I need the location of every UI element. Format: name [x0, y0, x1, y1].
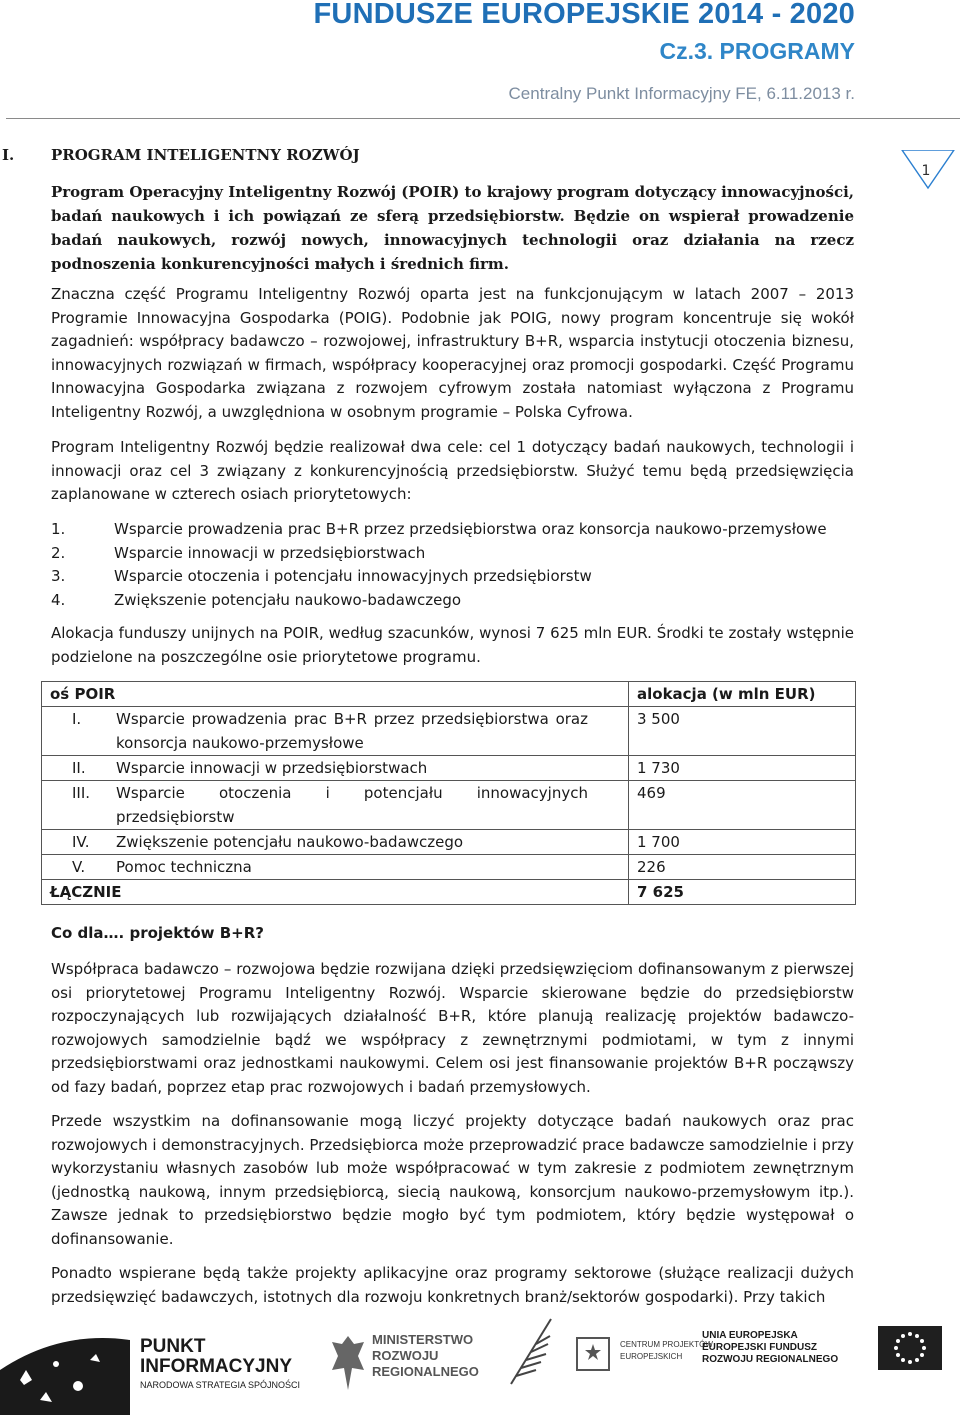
list-item-text: Zwiększenie potencjału naukowo-badawczego	[114, 590, 462, 609]
list-item	[51, 589, 871, 613]
footer-logos	[0, 1330, 960, 1415]
page-number: 1	[921, 163, 931, 179]
allocation-table	[41, 681, 856, 905]
axis-roman: II.	[72, 759, 86, 777]
list-item-number: 3.	[51, 567, 66, 585]
table-cell-axis	[42, 707, 629, 756]
axis-roman: V.	[72, 858, 86, 876]
cpe-logo-line2: EUROPEJSKICH	[620, 1352, 683, 1361]
cpe-logo-line1: CENTRUM PROJEKTÓW	[620, 1340, 713, 1349]
axis-roman: I.	[72, 710, 82, 728]
axis-roman: III.	[72, 784, 91, 802]
ministry-logo-line2: ROZWOJU	[372, 1348, 439, 1363]
paragraph-3: Alokacja funduszy unijnych na POIR, według szacunków, wynosi 7 625 mln EUR. Środki te zostały wstępnie podzielone na poszczególne osie priorytetowe programu.	[51, 624, 854, 666]
table-total-row	[42, 880, 856, 905]
punkt-logo-line1: PUNKT	[140, 1336, 206, 1357]
table-total-value: 7 625	[629, 880, 856, 905]
section-number: I.	[2, 146, 15, 164]
table-cell-value: 469	[629, 781, 856, 830]
list-item-text: Wsparcie innowacji w przedsiębiorstwach	[114, 543, 426, 562]
axis-name: Zwiększenie potencjału naukowo-badawczego	[116, 833, 464, 851]
table-cell-value: 3 500	[629, 707, 856, 756]
table-cell-axis	[42, 830, 629, 855]
cpe-logo-icon	[575, 1336, 611, 1374]
list-item-number: 2.	[51, 543, 66, 562]
list-item	[51, 518, 871, 542]
paragraph-1: Znaczna część Programu Inteligentny Rozwój oparta jest na funkcjonującym w latach 2007 – 2013 Programie Innowacyjna Gospodarka (POIG). Podobnie jak POIG, nowy program koncentruje się wokół zagadnień: współpracy badawczo – rozwojowej, infrastruktury B+R, wsparcia instytucji otoczenia biznesu, innowacyjnych rozwiązań w firmach, współpracy kooperacyjnej oraz promocji gospodarki. Część Programu Innowacyjna Gospodarka związana z rozwojem cyfrowym została natomiast wyłączona z Programu Inteligentny Rozwój, a uwzględniona w osobnym programie – Polska Cyfrowa.	[51, 285, 854, 421]
eu-flag-icon	[878, 1326, 942, 1370]
table-cell-axis	[42, 756, 629, 781]
header-divider	[6, 118, 960, 119]
table-cell-axis	[42, 781, 629, 830]
table-cell-value: 226	[629, 855, 856, 880]
punkt-logo-line2: INFORMACYJNY	[140, 1356, 293, 1377]
paragraph-6: Ponadto wspierane będą także projekty aplikacyjne oraz programy sektorowe (służące realizacji dużych przedsięwzięć badawczych, istotnych dla rozwoju konkretnych branż/sektorów gospodarki). Przy takich	[51, 1264, 854, 1306]
punkt-logo-line3: NARODOWA STRATEGIA SPÓJNOŚCI	[140, 1380, 301, 1390]
table-row	[42, 830, 856, 855]
priority-axes-list	[51, 518, 871, 612]
ministry-logo-line3: REGIONALNEGO	[372, 1364, 479, 1379]
section-title: PROGRAM INTELIGENTNY ROZWÓJ	[51, 146, 360, 164]
table-row	[42, 756, 856, 781]
table-header-axis: oś POIR	[42, 682, 629, 707]
eagle-emblem-icon	[330, 1330, 366, 1400]
table-row	[42, 707, 856, 756]
list-item-text: Wsparcie otoczenia i potencjału innowacyjnych przedsiębiorstw	[114, 567, 592, 585]
table-cell-value: 1 730	[629, 756, 856, 781]
list-item-number: 1.	[51, 520, 66, 538]
document-source: Centralny Punkt Informacyjny FE, 6.11.2013 r.	[508, 84, 855, 103]
list-item	[51, 565, 871, 589]
document-title: FUNDUSZE EUROPEJSKIE 2014 - 2020	[313, 0, 855, 30]
spiral-logo-icon	[506, 1314, 556, 1389]
paragraph-2: Program Inteligentny Rozwój będzie realizował dwa cele: cel 1 dotyczący badań naukowych, technologii i innowacji oraz cel 3 związany z konkurencyjnością przedsiębiorstw. Służyć temu będą przedsięwzięcia zaplanowane w czterech osiach priorytetowych:	[51, 438, 854, 503]
axis-roman: IV.	[72, 833, 90, 851]
table-cell-axis	[42, 855, 629, 880]
eu-logo-line2: EUROPEJSKI FUNDUSZ	[702, 1342, 818, 1353]
paragraph-4: Współpraca badawczo – rozwojowa będzie rozwijana dzięki przedsięwzięciom dofinansowanym z pierwszej osi priorytetowej Programu Inteligentny Rozwój. Wsparcie skierowane będzie do przedsiębiorstw rozpoczynających lub rozwijających działalność B+R, które planują realizację projektów badawczo-rozwojowych samodzielnie bądź we współpracy z zewnętrznymi podmiotami, w tym z innymi przedsiębiorstwami oraz jednostkami naukowymi. Celem osi jest finansowanie projektów B+R począwszy od fazy badań, poprzez etap prac rozwojowych i badań przemysłowych.	[51, 960, 854, 1096]
table-total-label: ŁĄCZNIE	[42, 880, 629, 905]
table-row	[42, 781, 856, 830]
list-item-number: 4.	[51, 590, 66, 609]
table-header-row	[42, 682, 856, 707]
axis-name: Wsparcie prowadzenia prac B+R przez przedsiębiorstwa oraz konsorcja naukowo-przemysłowe	[116, 710, 588, 752]
punkt-informacyjny-logo-icon	[0, 1330, 130, 1415]
ministry-logo-line1: MINISTERSTWO	[372, 1332, 474, 1347]
eu-logo-line1: UNIA EUROPEJSKA	[702, 1330, 798, 1341]
axis-name: Wsparcie innowacji w przedsiębiorstwach	[116, 759, 428, 777]
axis-name: Wsparcie otoczenia i potencjału innowacyjnych przedsiębiorstw	[116, 784, 588, 826]
table-row	[42, 855, 856, 880]
eu-logo-line3: ROZWOJU REGIONALNEGO	[702, 1354, 839, 1365]
list-item-text: Wsparcie prowadzenia prac B+R przez przedsiębiorstwa oraz konsorcja naukowo-przemysłowe	[114, 520, 827, 538]
intro-paragraph: Program Operacyjny Inteligentny Rozwój (POIR) to krajowy program dotyczący innowacyjności, badań naukowych i ich powiązań ze sferą przedsiębiorstw. Będzie on wspierał prowadzenie badań naukowych, rozwój nowych, innowacyjnych technologii oraz działania na rzecz podnoszenia konkurencyjności małych i średnich firm.	[51, 183, 854, 273]
document-part: Cz.3. PROGRAMY	[659, 38, 855, 64]
axis-name: Pomoc techniczna	[116, 858, 252, 876]
table-header-allocation: alokacja (w mln EUR)	[629, 682, 856, 707]
list-item	[51, 542, 871, 566]
subheading: Co dla…. projektów B+R?	[51, 924, 264, 942]
table-cell-value: 1 700	[629, 830, 856, 855]
paragraph-5: Przede wszystkim na dofinansowanie mogą liczyć projekty dotyczące badań naukowych oraz prac rozwojowych i demonstracyjnych. Przedsiębiorca może przeprowadzić prace badawcze samodzielnie i przy wykorzystaniu własnych zasobów lub może współpracować w tym zakresie z podmiotem zewnętrznym (jednostką naukową, innym przedsiębiorcą, siecią naukową, konsorcjum naukowo-przemysłowym itp.). Zawsze jednak to przedsiębiorstwo będzie mogło być tym podmiotem, który będzie występował o dofinansowanie.	[51, 1112, 854, 1248]
